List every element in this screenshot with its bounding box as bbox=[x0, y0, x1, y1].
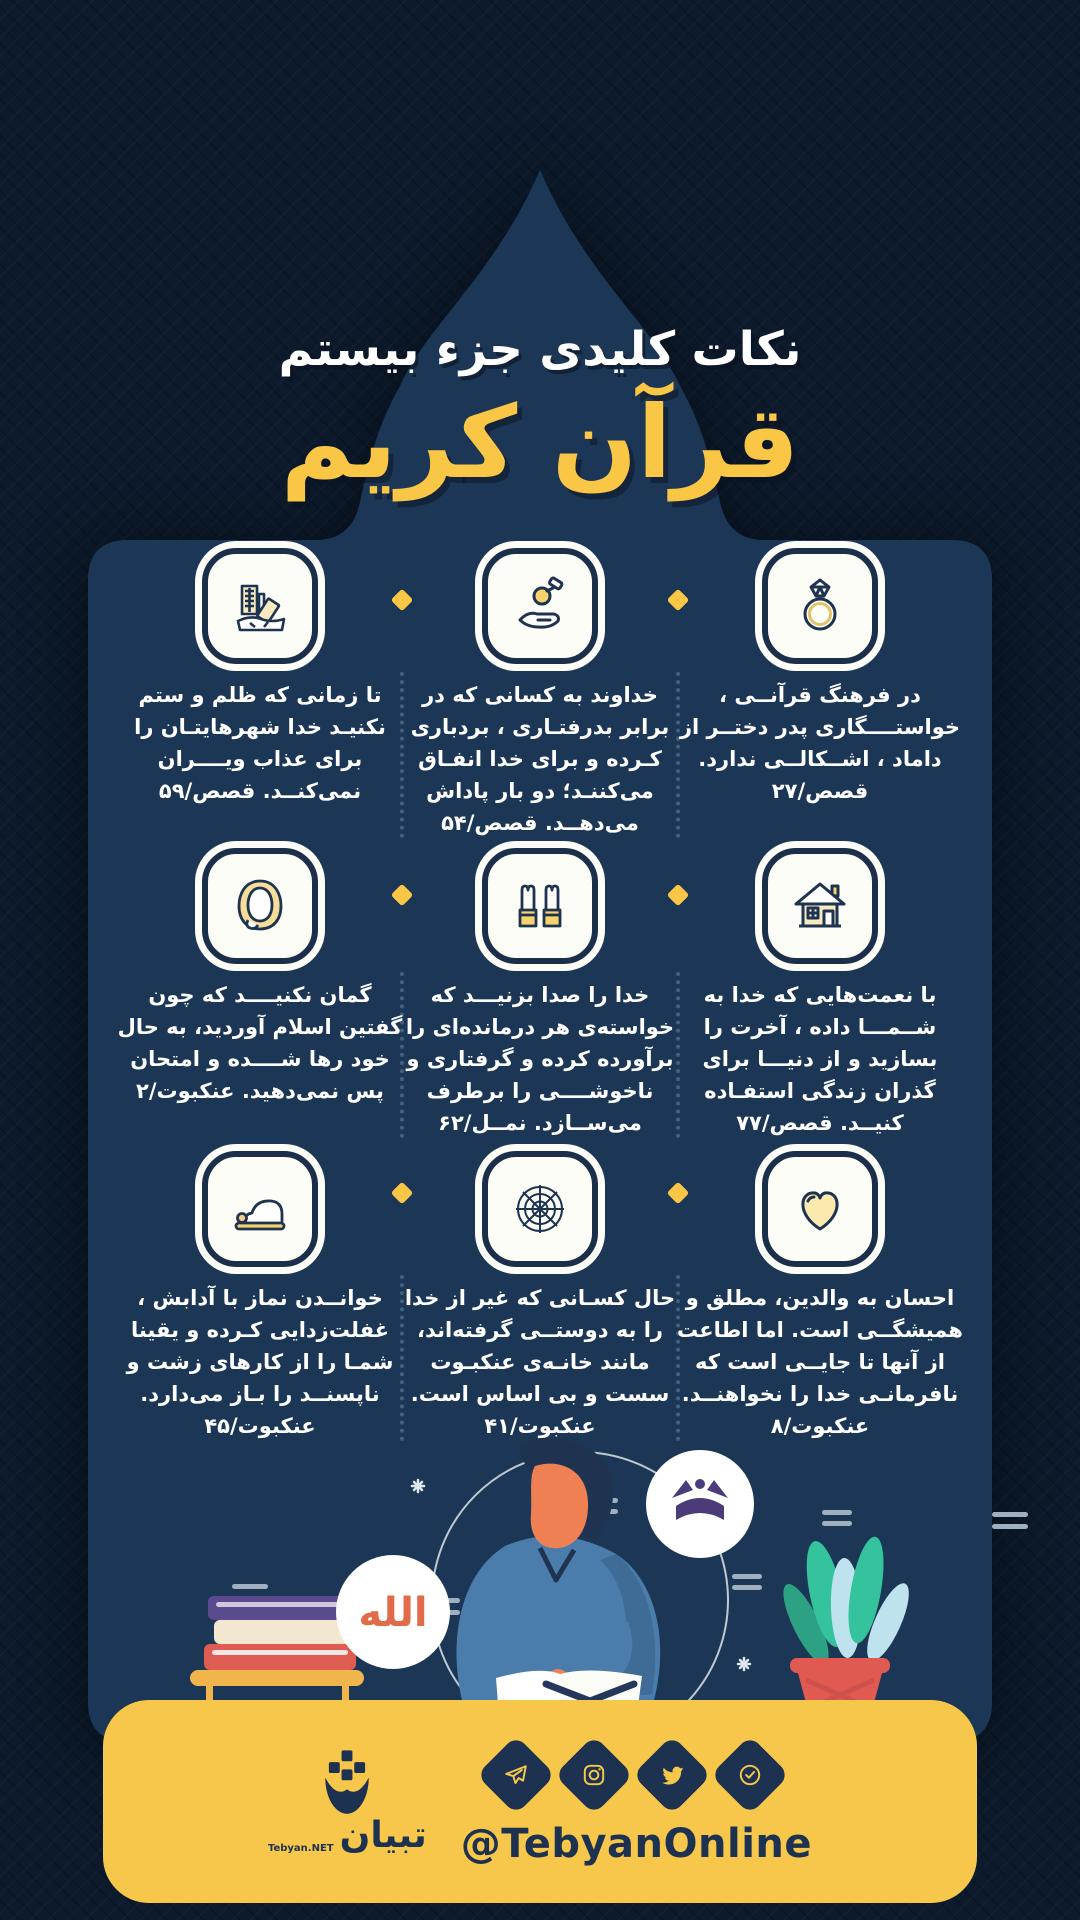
quote-text bbox=[675, 980, 965, 1140]
verified-icon[interactable] bbox=[711, 1735, 790, 1814]
quote-icon-badge bbox=[202, 548, 318, 664]
quote-card bbox=[395, 1151, 685, 1443]
footer-bar bbox=[103, 1700, 977, 1903]
quote-text bbox=[395, 680, 685, 840]
quote-card bbox=[115, 848, 405, 1108]
instagram-icon[interactable] bbox=[555, 1735, 634, 1814]
brand-name: تبیان bbox=[339, 1814, 427, 1856]
page-title: قرآن کریم bbox=[280, 384, 800, 501]
quote-icon-badge bbox=[482, 1151, 598, 1267]
quote-body: خوانــدن نماز با آدابش ، غفلت‌زدایی کـرده و یقینا شمـا را از کارهای زشت و ناپسنــد را بـاز می‌دارد. bbox=[126, 1286, 394, 1406]
verse-reference: قصص/۲۷ bbox=[771, 778, 869, 803]
praying-hands-icon bbox=[508, 874, 572, 938]
brand-sub-label: Tebyan.NET bbox=[267, 1842, 334, 1854]
house-icon bbox=[788, 874, 852, 938]
hijab-woman-icon bbox=[228, 874, 292, 938]
verse-reference: عنکبوت/۴۱ bbox=[484, 1413, 596, 1438]
quote-text bbox=[395, 980, 685, 1140]
quote-card bbox=[395, 548, 685, 840]
quote-card bbox=[115, 548, 405, 808]
verse-reference: عنکبوت/۲ bbox=[136, 1078, 235, 1103]
tebyan-brand bbox=[268, 1750, 427, 1854]
quote-icon-badge bbox=[482, 548, 598, 664]
verse-reference: عنکبوت/۸ bbox=[770, 1413, 870, 1438]
plant-pot bbox=[775, 1534, 917, 1718]
quote-card bbox=[115, 1151, 405, 1443]
quote-body: با نعمت‌هایی که خدا به شــمـــا داده ، آخرت را بسازید و از دنیـــا برای گذران زندگی استفـاده کنیــد. bbox=[702, 983, 938, 1135]
allah-bubble bbox=[336, 1555, 450, 1669]
quote-icon-badge bbox=[202, 1151, 318, 1267]
social-handle: @TebyanOnline bbox=[460, 1820, 813, 1867]
twitter-icon[interactable] bbox=[633, 1735, 712, 1814]
allah-text: الله bbox=[358, 1590, 428, 1636]
quote-card bbox=[395, 848, 685, 1140]
hand-reward-icon bbox=[508, 574, 572, 638]
quran-bubble bbox=[646, 1450, 754, 1558]
quote-icon-badge bbox=[202, 848, 318, 964]
quote-icon-badge bbox=[762, 548, 878, 664]
quote-body: گمان نکنیــــد که چون گفتین اسلام آوردید، به حال خود رها شــــده و امتحان پس نمی‌دهید. bbox=[117, 983, 403, 1103]
quote-card bbox=[675, 548, 965, 808]
prostration-icon bbox=[228, 1177, 292, 1241]
social-chain bbox=[488, 1737, 784, 1813]
social-block bbox=[461, 1737, 812, 1867]
quote-icon-badge bbox=[762, 1151, 878, 1267]
quote-icon-badge bbox=[762, 848, 878, 964]
verse-reference: قصص/۷۷ bbox=[736, 1110, 833, 1135]
quote-body: تا زمانی که ظلم و ستم نکنیـد خدا شهرهایتـان را برای عذاب ویــــران نمی‌کنــد. bbox=[134, 683, 386, 803]
quote-body: خداوند به کسانی که در برابر بدرفتـاری ، بردباری کـرده و برای خدا انفـاق می‌کننـد؛ دو بار پاداش می‌دهــد. bbox=[410, 683, 670, 835]
reading-illustration bbox=[0, 1418, 1080, 1718]
quote-text bbox=[675, 680, 965, 808]
verse-reference: نمــل/۶۲ bbox=[438, 1110, 527, 1135]
quote-text bbox=[115, 680, 405, 808]
spider-web-icon bbox=[508, 1177, 572, 1241]
quote-icon-badge bbox=[482, 848, 598, 964]
ring-icon bbox=[788, 574, 852, 638]
quote-body: خدا را صدا بزنیـــد که خواسته‌ی هر درمانده‌ای را برآورده کرده و گرفتاری و ناخوشــــی را برطرف می‌ســازد. bbox=[405, 983, 675, 1135]
page-subtitle: نکات کلیدی جزء بیستم bbox=[278, 322, 802, 377]
quote-card bbox=[675, 1151, 965, 1443]
verse-reference: عنکبوت/۴۵ bbox=[204, 1413, 316, 1438]
quote-body: در فرهنگ قرآنــی ، خواستــــگاری پدر دختــر از داماد ، اشــکالــی ندارد. bbox=[679, 683, 961, 771]
heart-icon bbox=[788, 1177, 852, 1241]
verse-reference: قصص/۵۹ bbox=[158, 778, 256, 803]
ruined-city-icon bbox=[228, 574, 292, 638]
quote-card bbox=[675, 848, 965, 1140]
verse-reference: قصص/۵۴ bbox=[441, 810, 538, 835]
quote-text bbox=[115, 980, 405, 1108]
telegram-icon[interactable] bbox=[477, 1735, 556, 1814]
quote-body: حال کسـانی که غیر از خدا را به دوستــی گرفته‌اند، مانند خانـه‌ی عنکبـوت سست و بی اساس است. bbox=[404, 1286, 676, 1406]
tebyan-logo bbox=[318, 1750, 376, 1816]
reading-person bbox=[456, 1438, 660, 1718]
quote-body: احسان به والدین، مطلق و همیشگــی است. اما اطاعت از آنها تا جایــی است که نافرمانـی خدا را نخواهنــد. bbox=[677, 1286, 963, 1406]
